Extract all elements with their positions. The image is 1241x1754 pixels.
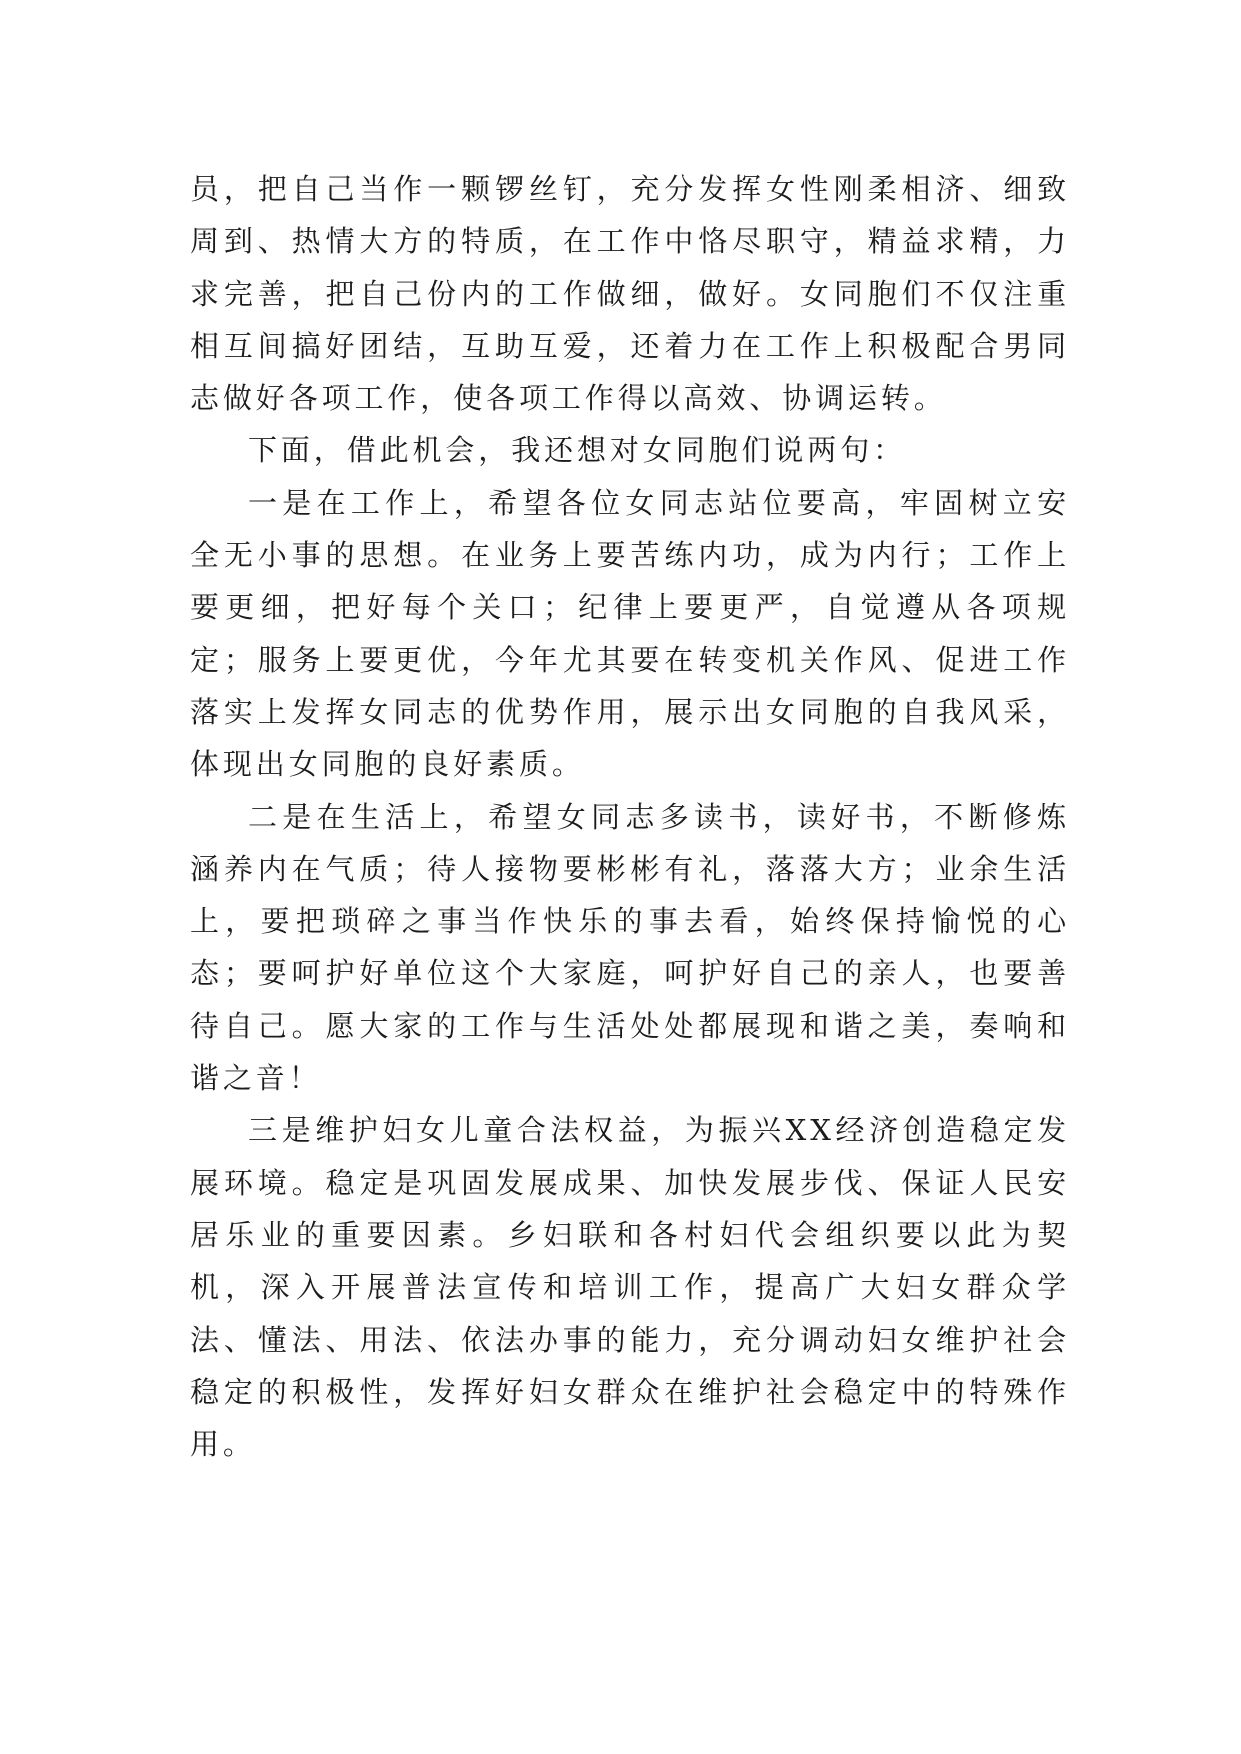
paragraph-point-two: 二是在生活上，希望女同志多读书，读好书，不断修炼涵养内在气质；待人接物要彬彬有礼，落落大方；业余生活上，要把琐碎之事当作快乐的事去看，始终保持愉悦的心态；要呵护好单位这个大家庭，呵护好自己的亲人，也要善待自己。愿大家的工作与生活处处都展现和谐之美，奏响和谐之音！ (190, 799, 1070, 1096)
paragraph-point-three: 三是维护妇女儿童合法权益，为振兴XX经济创造稳定发展环境。稳定是巩固发展成果、加快发展步伐、保证人民安居乐业的重要因素。乡妇联和各村妇代会组织要以此为契机，深入开展普法宣传和培训工作，提高广大妇女群众学法、懂法、用法、依法办事的能力，充分调动妇女维护社会稳定的积极性，发挥好妇女群众在维护社会稳定中的特殊作用。 (190, 1113, 1070, 1462)
document-body (190, 163, 1070, 1470)
paragraph-intro: 下面，借此机会，我还想对女同胞们说两句： (248, 433, 907, 468)
paragraph-continuation: 员，把自己当作一颗锣丝钉，充分发挥女性刚柔相济、细致周到、热情大方的特质，在工作中恪尽职守，精益求精，力求完善，把自己份内的工作做细，做好。女同胞们不仅注重相互间搞好团结，互助互爱，还着力在工作上积极配合男同志做好各项工作，使各项工作得以高效、协调运转。 (190, 172, 1070, 416)
paragraph-point-one: 一是在工作上，希望各位女同志站位要高，牢固树立安全无小事的思想。在业务上要苦练内功，成为内行；工作上要更细，把好每个关口；纪律上要更严，自觉遵从各项规定；服务上要更优，今年尤其要在转变机关作风、促进工作落实上发挥女同志的优势作用，展示出女同胞的自我风采，体现出女同胞的良好素质。 (190, 485, 1070, 782)
